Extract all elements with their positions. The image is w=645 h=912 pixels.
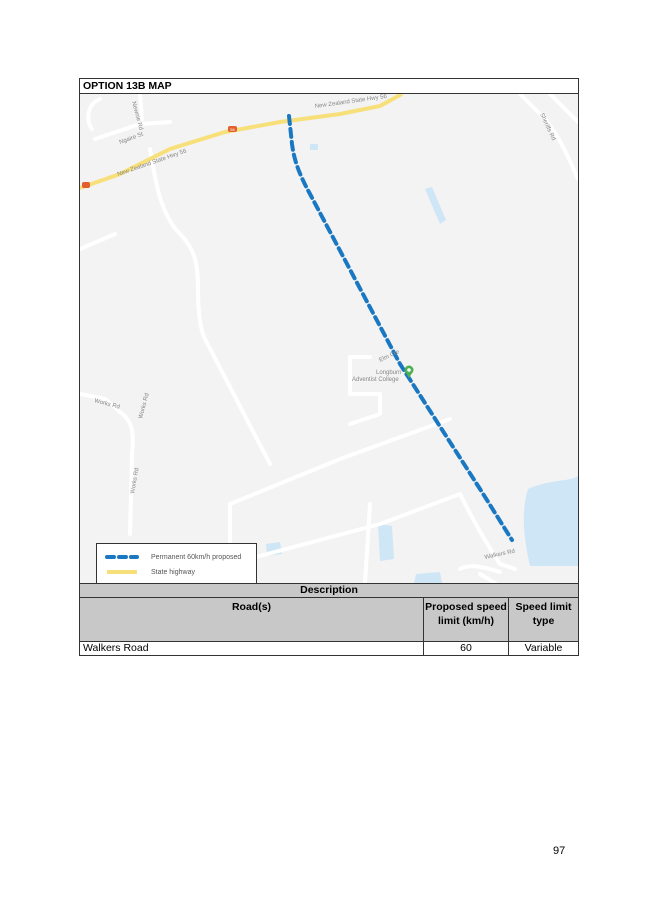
label-college xyxy=(352,370,401,383)
water-area xyxy=(425,187,446,224)
legend-item-proposed xyxy=(105,551,241,563)
water-area xyxy=(378,524,394,561)
label-sheriffs-rd: Sheriffs Rd xyxy=(538,112,557,142)
label-state-highway: New Zealand State Hwy 56 xyxy=(314,94,388,110)
column-header-speed-limit: Proposed speed limit (km/h) xyxy=(424,598,509,641)
map-legend xyxy=(96,543,257,583)
highway-shield xyxy=(228,126,237,132)
label-newnie-rd: Newnie Rd xyxy=(130,100,144,131)
legend-label: State highway xyxy=(151,568,195,576)
label-works-rd: Works Rd xyxy=(130,467,141,495)
option-map-frame xyxy=(79,78,579,656)
cell-speed: 60 xyxy=(424,642,509,656)
cell-road: Walkers Road xyxy=(80,642,424,656)
description-header: Description xyxy=(80,583,578,598)
road xyxy=(350,357,380,424)
label-walkers-rd: Walkers Rd xyxy=(484,548,516,561)
legend-label: Permanent 60km/h proposed xyxy=(151,553,242,561)
page-number: 97 xyxy=(553,845,566,857)
label-works-rd: Works Rd xyxy=(93,398,121,411)
map-view[interactable] xyxy=(80,94,578,583)
road xyxy=(80,234,115,249)
water-area xyxy=(414,572,442,583)
map-canvas xyxy=(80,94,578,583)
label-works-rd: Works Rd xyxy=(138,392,151,420)
label-ngaire-st: Ngaire St xyxy=(118,131,145,146)
road xyxy=(550,94,578,122)
road xyxy=(150,149,270,464)
road xyxy=(80,394,133,534)
label-college-text-line2: Adventist College xyxy=(352,377,399,383)
road xyxy=(365,504,370,583)
road xyxy=(88,99,100,129)
proposed-60kmh-route xyxy=(289,116,512,540)
water-area xyxy=(310,144,318,150)
label-state-highway: New Zealand State Hwy 56 xyxy=(116,148,188,178)
highway-shield-label: 56 xyxy=(230,127,235,132)
yellow-line-icon xyxy=(105,568,139,576)
road xyxy=(230,419,450,504)
map-title: OPTION 13B MAP xyxy=(80,79,578,94)
label-college-text: Longburn xyxy=(376,370,402,376)
legend-item-state-highway xyxy=(105,566,195,578)
dashed-blue-line-icon xyxy=(105,553,139,561)
column-header-roads: Road(s) xyxy=(80,598,424,641)
road xyxy=(230,494,460,564)
road xyxy=(480,574,495,583)
water-area xyxy=(524,476,578,566)
table-row xyxy=(80,642,578,656)
cell-type: Variable xyxy=(524,642,563,654)
highway-shield-icon xyxy=(82,182,90,188)
label-elm-cres: Elm Cre xyxy=(378,349,401,364)
table-header-row xyxy=(80,598,578,642)
road xyxy=(460,566,500,572)
column-header-limit-type: Speed limit type xyxy=(515,601,572,627)
